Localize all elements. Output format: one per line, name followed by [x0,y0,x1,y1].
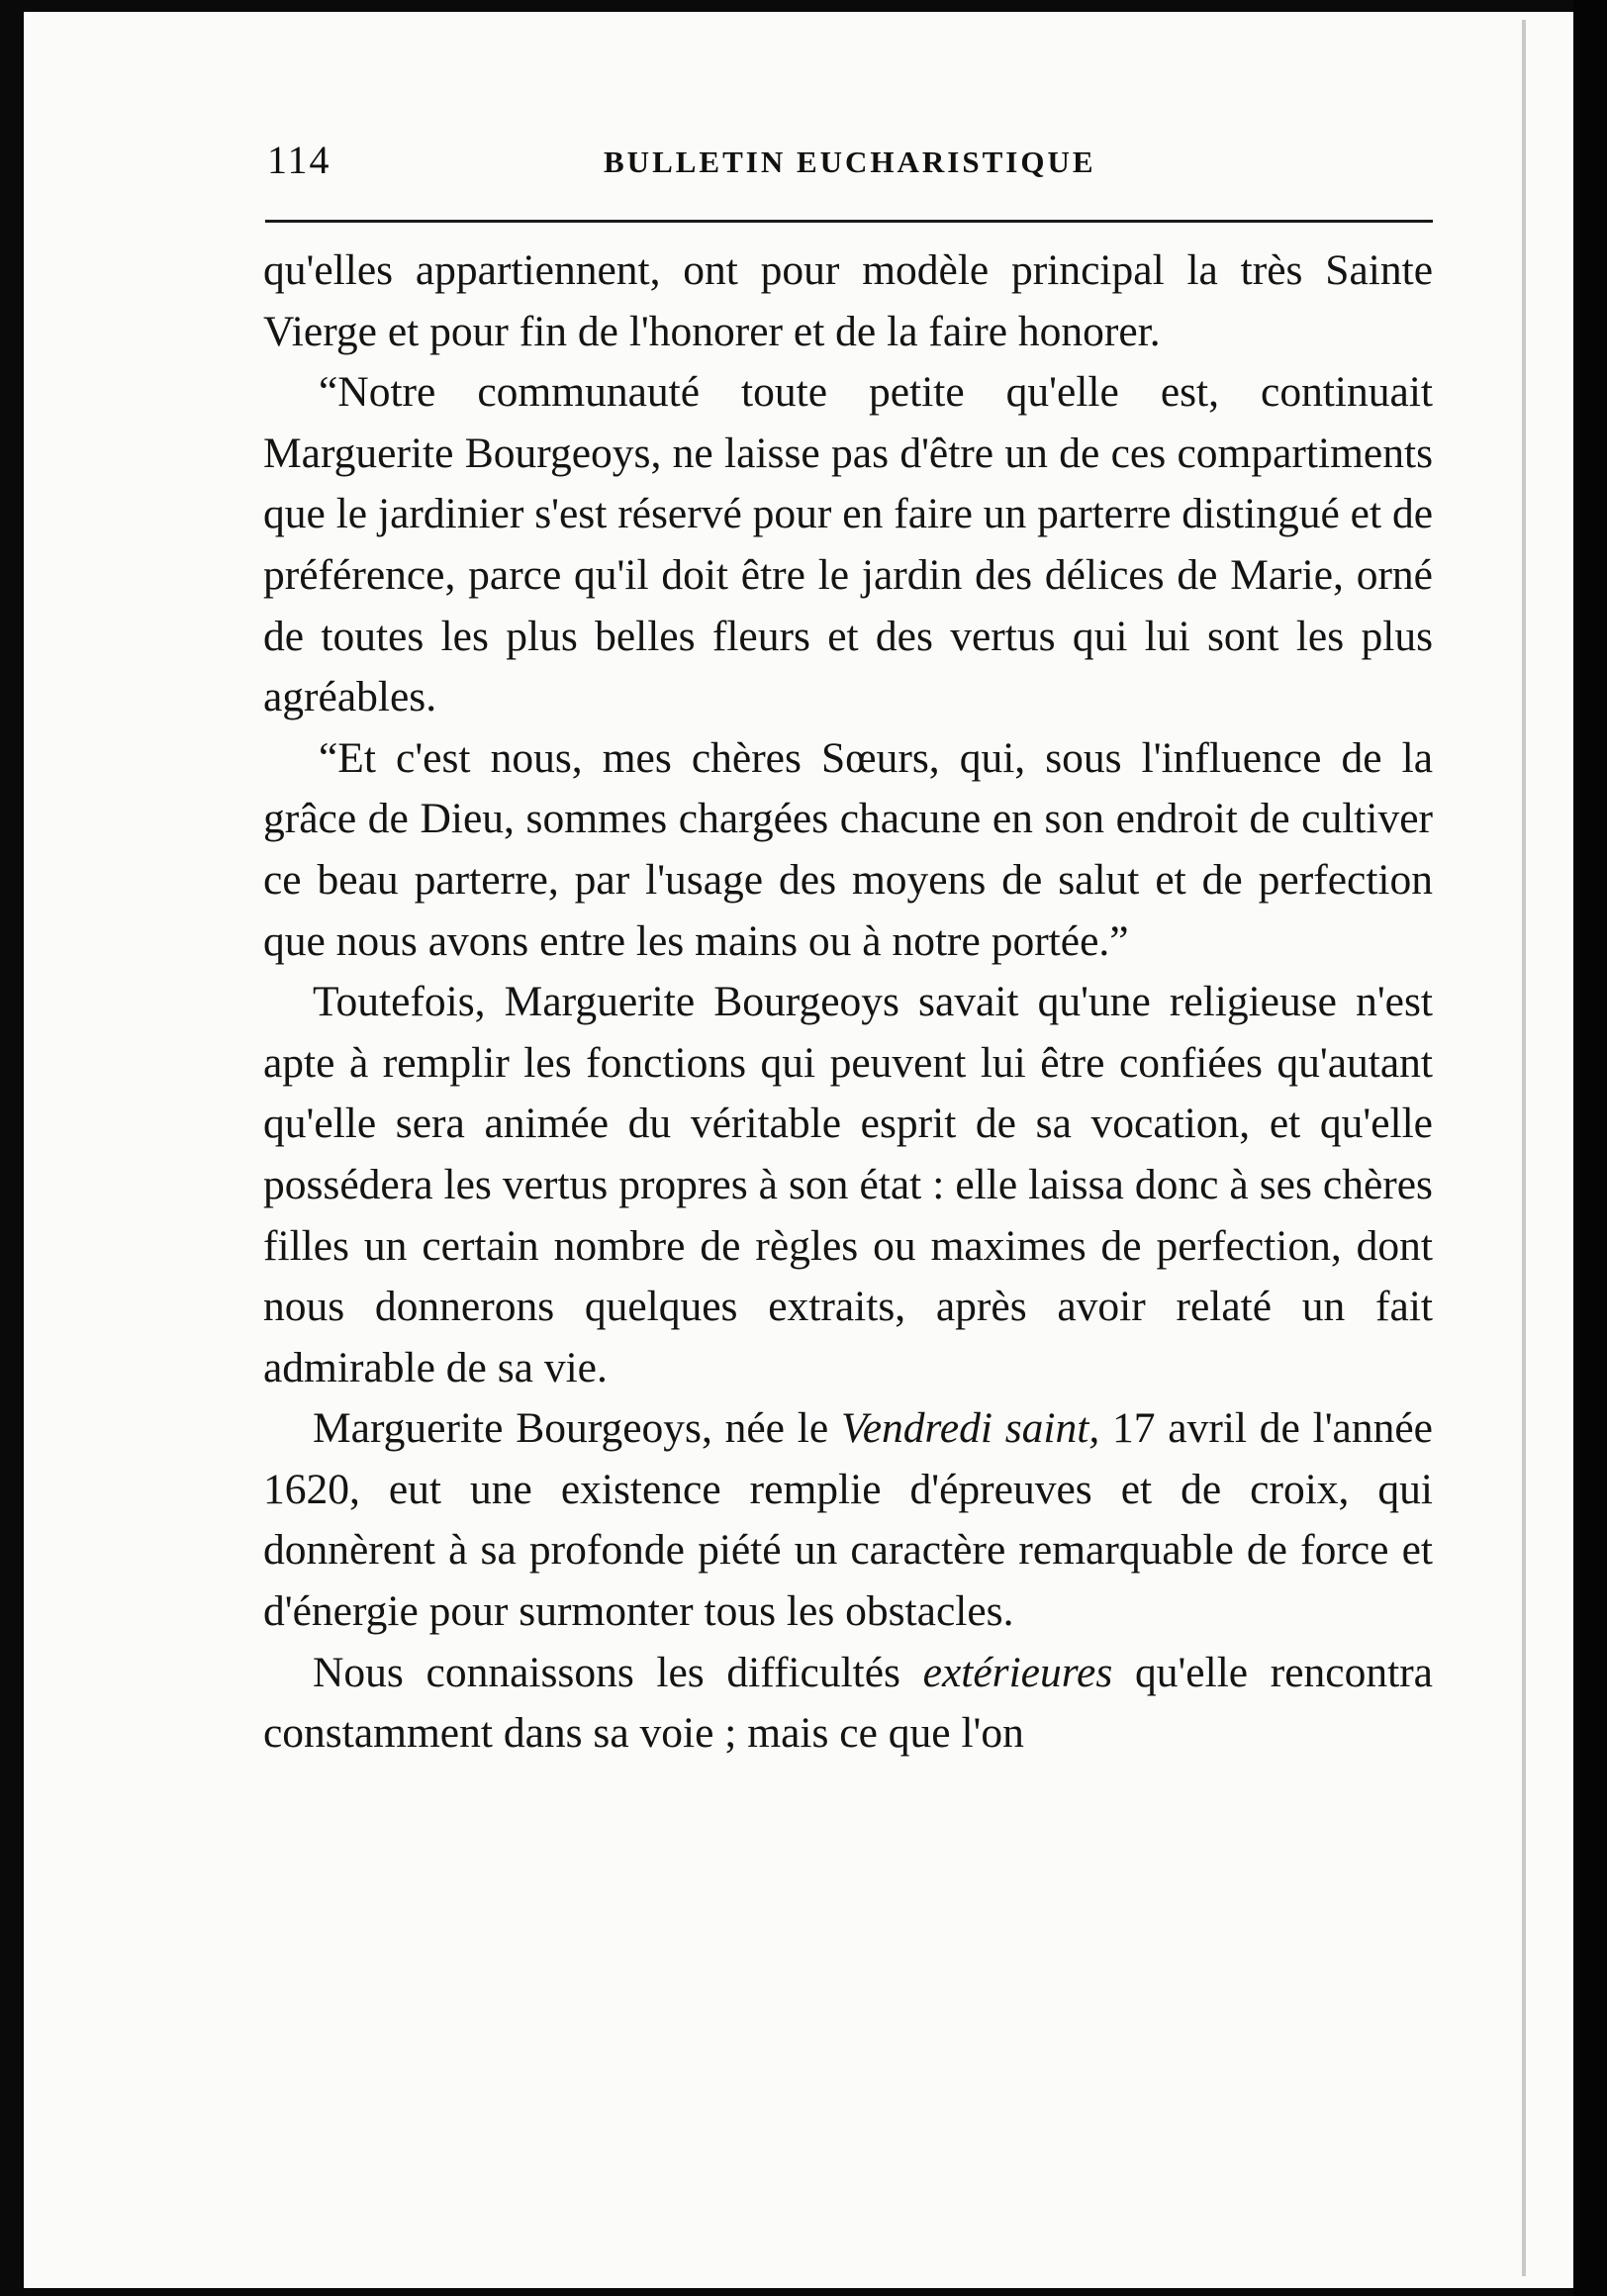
paragraph-6-text-b: qu'elle rencontra constamment dans sa voie ; mais ce que l'on [263,1648,1433,1758]
page-edge-shadow [1522,20,1526,2276]
paragraph-6-italic: extérieures [922,1648,1113,1696]
running-header [267,129,1435,188]
paragraph-5 [263,1398,1433,1642]
paragraph-4: Toutefois, Marguerite Bourgeoys savait qu'une religieuse n'est apte à remplir les fonctions qui peuvent lui être confiées qu'autant qu'elle sera animée du véritable esprit de sa vocation, et qu'elle possédera les vertus propres à son état : elle laissa donc à ses chères filles un certain nombre de règles ou maximes de perfection, dont nous donnerons quelques extraits, après avoir relaté un fait admirable de sa vie. [263,978,1433,1391]
paragraph-6-text-a: Nous connaissons les difficultés [313,1648,923,1696]
header-rule [265,220,1433,223]
paragraph-5-italic: Vendredi saint, [840,1404,1100,1453]
scan-border-right [1573,0,1607,2296]
paragraph-3-quote: “Et c'est nous, mes chères Sœurs, qui, sous l'influence de la grâce de Dieu, sommes chargées chacune en son endroit de cultiver ce beau parterre, par l'usage des moyens de salut et de perfection que nous avons entre les mains ou à notre portée.” [263,733,1433,965]
paragraph-5-text-b: 17 avril de l'année 1620, eut une existence remplie d'épreuves et de croix, qui donnèrent à sa profonde piété un caractère remarquable de force et d'énergie pour surmonter tous les obstacles. [263,1404,1433,1636]
paragraph-1: qu'elles appartiennent, ont pour modèle principal la très Sainte Vierge et pour fin de l'honorer et de la faire honorer. [263,246,1433,355]
paragraph-6 [263,1643,1433,1765]
paragraph-5-text-a: Marguerite Bourgeoys, née le [313,1404,841,1453]
journal-title: BULLETIN EUCHARISTIQUE [604,144,1096,179]
paragraph-2-quote: “Notre communauté toute petite qu'elle est, continuait Marguerite Bourgeoys, ne laisse pas d'être un de ces compartiments que le jardinier s'est réservé pour en faire un parterre distingué et de préférence, parce qu'il doit être le jardin des délices de Marie, orné de toutes les plus belles fleurs et des vertus qui lui sont les plus agréables. [263,368,1433,721]
page-number: 114 [267,138,331,182]
page-text [263,240,1433,1765]
